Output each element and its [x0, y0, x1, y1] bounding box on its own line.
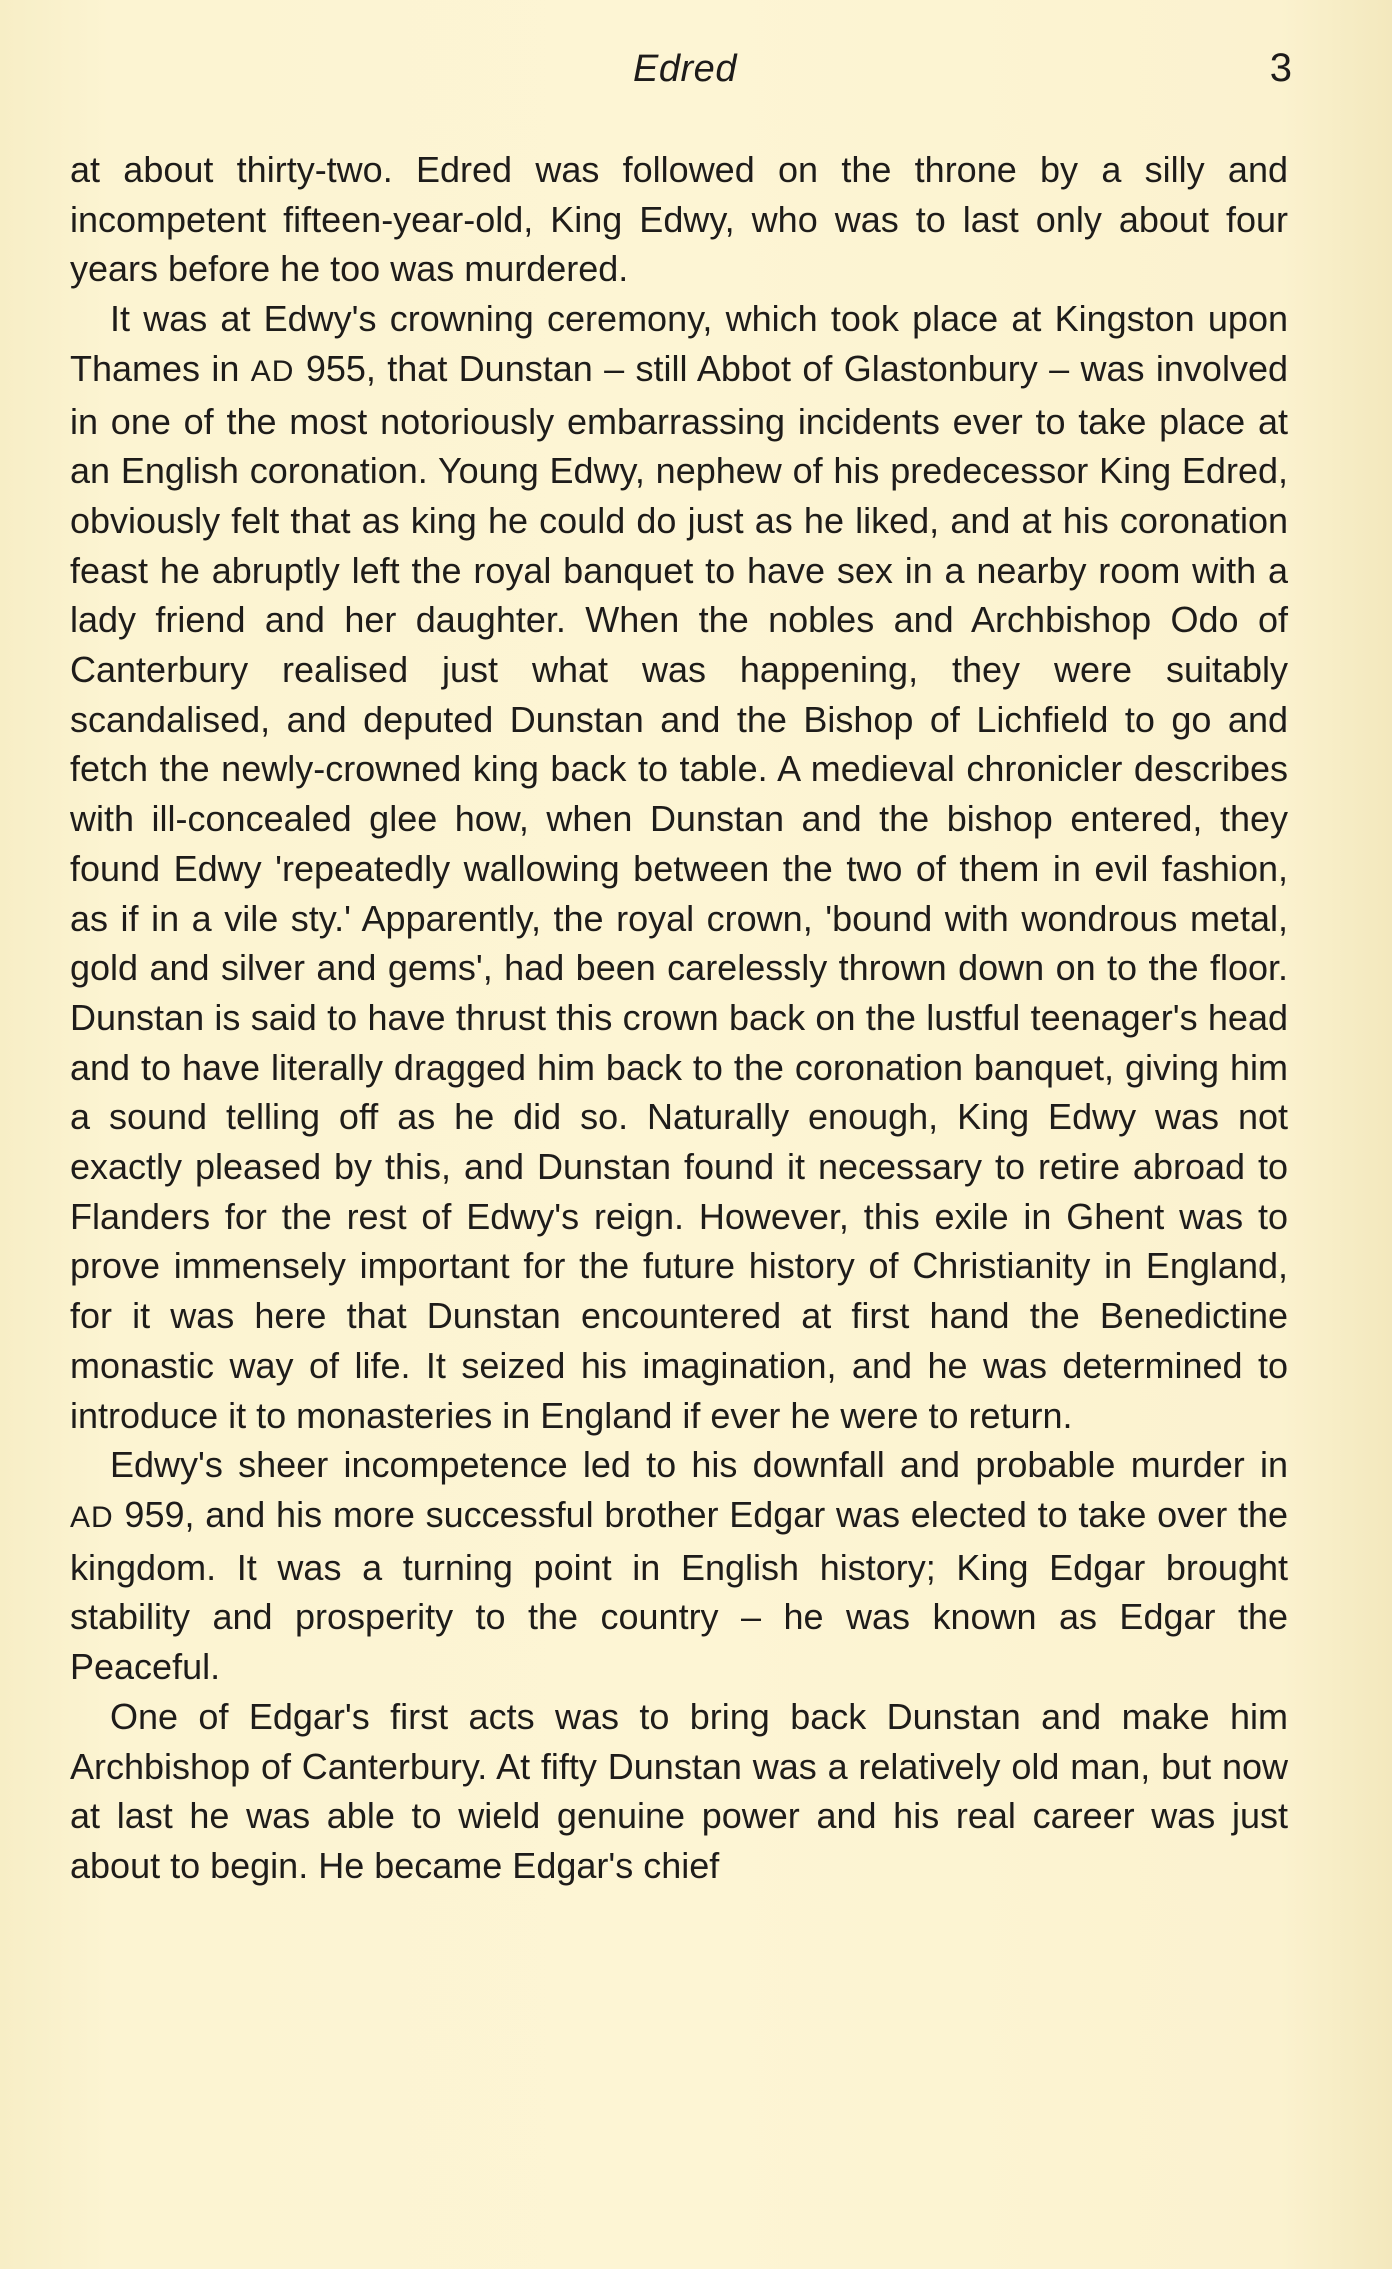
- body-text: [70, 145, 1288, 1891]
- paragraph-continued: at about thirty-two. Edred was followed on the throne by a silly and incompetent fifteen-year-old, King Edwy, who was to last only about four years before he too was murdered.: [70, 149, 1288, 290]
- page-number: 3: [1269, 46, 1292, 90]
- paragraph-text: It was at Edwy's crowning ceremony, which took place at Kingston upon Thames in: [70, 298, 1288, 389]
- paragraph-archbishop: One of Edgar's first acts was to bring back Dunstan and make him Archbishop of Canterbury. At fifty Dunstan was a relatively old man, but now at last he was able to wield genuine power and his real career was just about to begin. He became Edgar's chief: [70, 1695, 1288, 1886]
- era-abbreviation: AD: [70, 1500, 114, 1534]
- paragraph-edgar-succession: [70, 1440, 1288, 1692]
- paragraph-coronation: [70, 294, 1288, 1440]
- running-head: [0, 48, 1392, 108]
- era-abbreviation: AD: [250, 354, 295, 388]
- paragraph-text: Edwy's sheer incompetence led to his downfall and probable murder in: [110, 1444, 1288, 1486]
- running-title: Edred: [633, 48, 737, 90]
- paragraph-text: 955, that Dunstan – still Abbot of Glastonbury – was involved in one of the most notoriously embarrassing incidents ever to take place at an English coronation. Young Edwy, nephew of his predecessor King Edred, obviously felt that as king he could do just as he liked, and at his coronation feast he abruptly left the royal banquet to have sex in a nearby room with a lady friend and her daughter. When the nobles and Archbishop Odo of Canterbury realised just what was happening, they were suitably scandalised, and deputed Dunstan and the Bishop of Lichfield to go and fetch the newly-crowned king back to table. A medieval chronicler describes with ill-concealed glee how, when Dunstan and the bishop entered, they found Edwy 'repeatedly wallowing between the two of them in evil fashion, as if in a vile sty.' Apparently, the royal crown, 'bound with wondrous metal, gold and silver and gems', had been carelessly thrown down on to the floor. Dunstan is said to have thrust this crown back on the lustful teenager's head and to have literally dragged him back to the coronation banquet, giving him a sound telling off as he did so. Naturally enough, King Edwy was not exactly pleased by this, and Dunstan found it necessary to retire abroad to Flanders for the rest of Edwy's reign. However, this exile in Ghent was to prove immensely important for the future history of Christianity in England, for it was here that Dunstan encountered at first hand the Benedictine monastic way of life. It seized his imagination, and he was determined to introduce it to monasteries in England if ever he were to return.: [70, 347, 1288, 1436]
- paragraph-text: 959, and his more successful brother Edgar was elected to take over the kingdom. It was a turning point in English history; King Edgar brought stability and prosperity to the country – he was known as Edgar the Peaceful.: [70, 1493, 1288, 1688]
